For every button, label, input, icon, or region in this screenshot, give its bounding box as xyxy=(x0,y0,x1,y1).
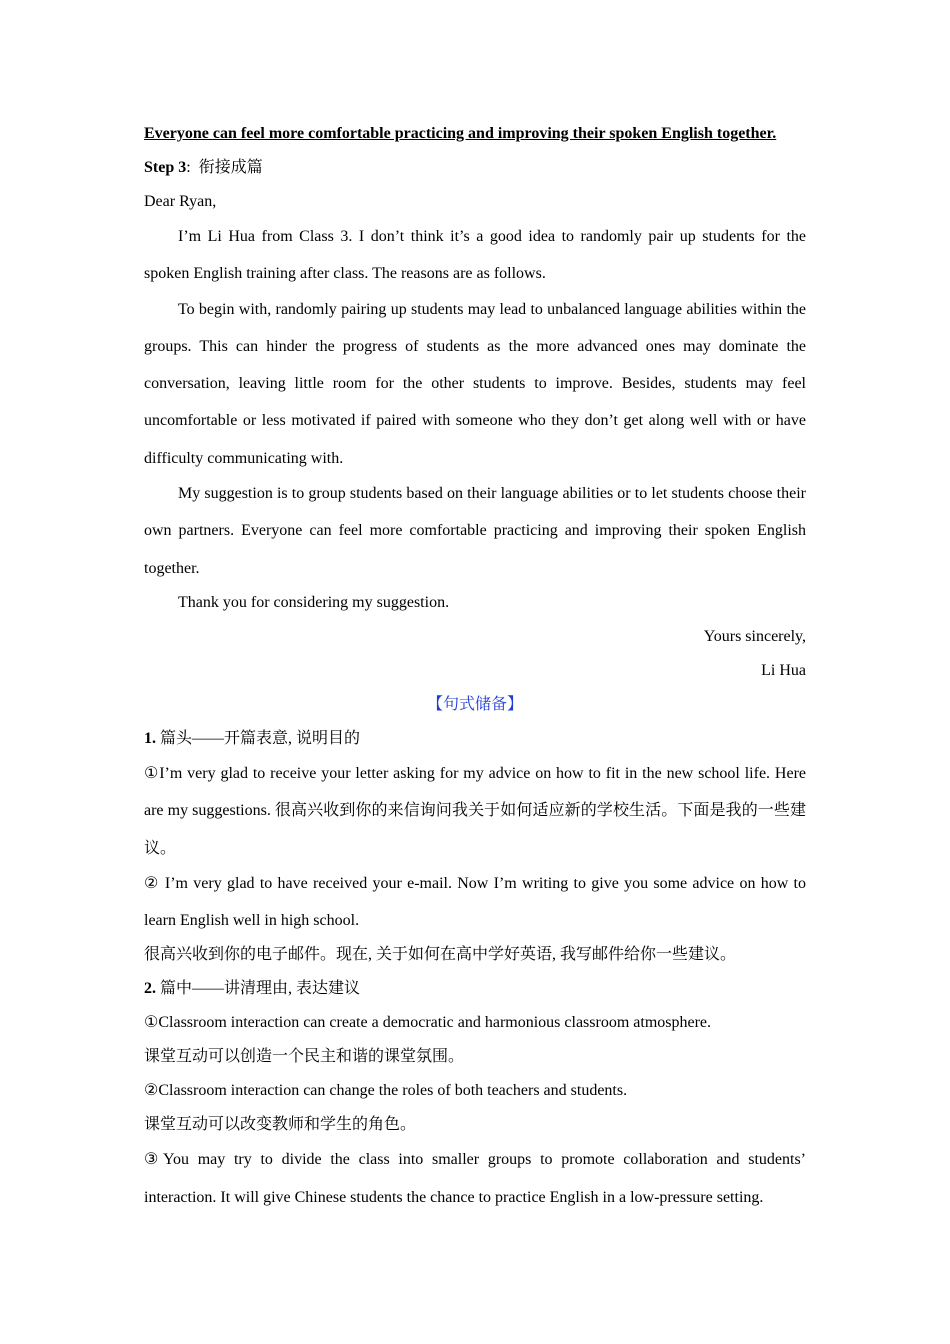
step-3-separator: : xyxy=(186,159,191,176)
part-1-title: 篇头——开篇表意, 说明目的 xyxy=(160,729,361,747)
part-1-item-2-translation: 很高兴收到你的电子邮件。现在, 关于如何在高中学好英语, 我写邮件给你一些建议。 xyxy=(144,946,737,964)
letter-paragraph-2: To begin with, randomly pairing up students may lead to unbalanced language abilities within the groups. This can hinder the progress of students as the more advanced ones may dominate the conversation, leaving little room for the other students to improve. Besides, students may feel uncomfortable or less motivated if paired with someone who they don’t get along well with or have difficulty communicating with. xyxy=(144,300,806,467)
letter-paragraph-1: I’m Li Hua from Class 3. I don’t think it’s a good idea to randomly pair up students for the spoken English training after class. The reasons are as follows. xyxy=(144,228,806,283)
part-1-item-1: ①I’m very glad to receive your letter asking for my advice on how to fit in the new school life. Here are my suggestions. 很高兴收到你的来信询问我关于如何适应新的学校生活。下面是我的一些建议。 xyxy=(144,764,806,857)
letter-paragraph-3: My suggestion is to group students based on their language abilities or to let students choose their own partners. Everyone can feel more comfortable practicing and improving their spoken English together. xyxy=(144,485,806,577)
part-1-item-2: ② I’m very glad to have received your e-mail. Now I’m writing to give you some advice on how to learn English well in high school. xyxy=(144,874,806,930)
part-2-item-3: ③You may try to divide the class into smaller groups to promote collaboration and students’ interaction. It will give Chinese students the chance to practice English in a low-pressure setting. xyxy=(144,1151,806,1206)
part-2-item-2-translation: 课堂互动可以改变教师和学生的角色。 xyxy=(144,1116,417,1134)
part-2-heading xyxy=(144,979,806,999)
step-3-title: 衔接成篇 xyxy=(198,159,263,176)
letter-closing: Yours sincerely, xyxy=(703,627,806,645)
letter-paragraph-4: Thank you for considering my suggestion. xyxy=(178,593,450,611)
step-3-label: Step 3 xyxy=(144,159,187,176)
letter-signature: Li Hua xyxy=(761,661,806,679)
part-2-item-1-translation: 课堂互动可以创造一个民主和谐的课堂氛围。 xyxy=(144,1048,465,1066)
part-2-item-2: ②Classroom interaction can change the roles of both teachers and students. xyxy=(144,1082,628,1100)
part-2-title: 篇中——讲清理由, 表达建议 xyxy=(160,980,361,998)
document-page xyxy=(144,124,806,1222)
step-3-heading xyxy=(144,158,806,178)
heading-sentence: Everyone can feel more comfortable practicing and improving their spoken English together. xyxy=(144,125,777,142)
part-1-heading xyxy=(144,729,806,749)
letter-greeting: Dear Ryan, xyxy=(144,193,217,210)
part-2-number: 2. xyxy=(144,980,156,998)
part-2-item-1: ①Classroom interaction can create a democratic and harmonious classroom atmosphere. xyxy=(144,1014,712,1032)
section-title: 【句式储备】 xyxy=(426,695,523,713)
part-1-number: 1. xyxy=(144,729,156,747)
